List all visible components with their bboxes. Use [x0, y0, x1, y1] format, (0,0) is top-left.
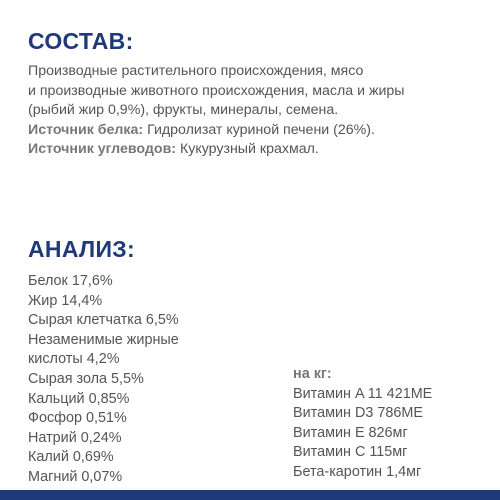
vitamins-heading: на кг:	[293, 366, 332, 382]
vitamin-item: Витамин A 11 421МЕ	[293, 385, 433, 402]
analysis-item: Белок 17,6%	[28, 273, 113, 289]
protein-source-label: Источник белка:	[28, 121, 144, 138]
composition-text	[28, 62, 478, 160]
vitamins-block	[293, 365, 493, 483]
analysis-item: Жир 14,4%	[28, 292, 103, 309]
analysis-item: Калий 0,69%	[28, 449, 114, 466]
analysis-item: кислоты 4,2%	[28, 351, 120, 368]
vitamin-item: Витамин C 115мг	[293, 444, 408, 461]
analysis-item: Магний 0,07%	[28, 468, 123, 485]
vitamin-item: Витамин D3 786МЕ	[293, 405, 423, 422]
protein-source-value: Гидролизат куриной печени (26%).	[143, 121, 375, 138]
vitamin-item: Витамин E 826мг	[293, 424, 408, 441]
composition-heading: СОСТАВ:	[28, 28, 134, 54]
composition-line: Производные растительного происхождения, мясо	[28, 63, 364, 79]
analysis-heading: АНАЛИЗ:	[28, 236, 135, 262]
analysis-item: Натрий 0,24%	[28, 429, 122, 446]
composition-line: (рыбий жир 0,9%), фрукты, минералы, семена.	[28, 102, 339, 118]
carb-source-value: Кукурузный крахмал.	[176, 141, 319, 157]
analysis-item: Сырая клетчатка 6,5%	[28, 312, 179, 329]
vitamin-item: Бета-каротин 1,4мг	[293, 463, 422, 480]
analysis-item: Незаменимые жирные	[28, 331, 179, 348]
analysis-item: Кальций 0,85%	[28, 390, 130, 407]
carb-source	[28, 140, 478, 160]
footer-bar	[0, 490, 500, 500]
analysis-list	[28, 272, 268, 488]
carb-source-label: Источник углеводов:	[28, 141, 177, 157]
vitamins-list	[293, 385, 493, 483]
composition-line: и производные животного происхождения, масла и жиры	[28, 82, 405, 99]
analysis-item: Фосфор 0,51%	[28, 410, 127, 427]
protein-source	[28, 121, 478, 141]
analysis-item: Сырая зола 5,5%	[28, 370, 144, 387]
